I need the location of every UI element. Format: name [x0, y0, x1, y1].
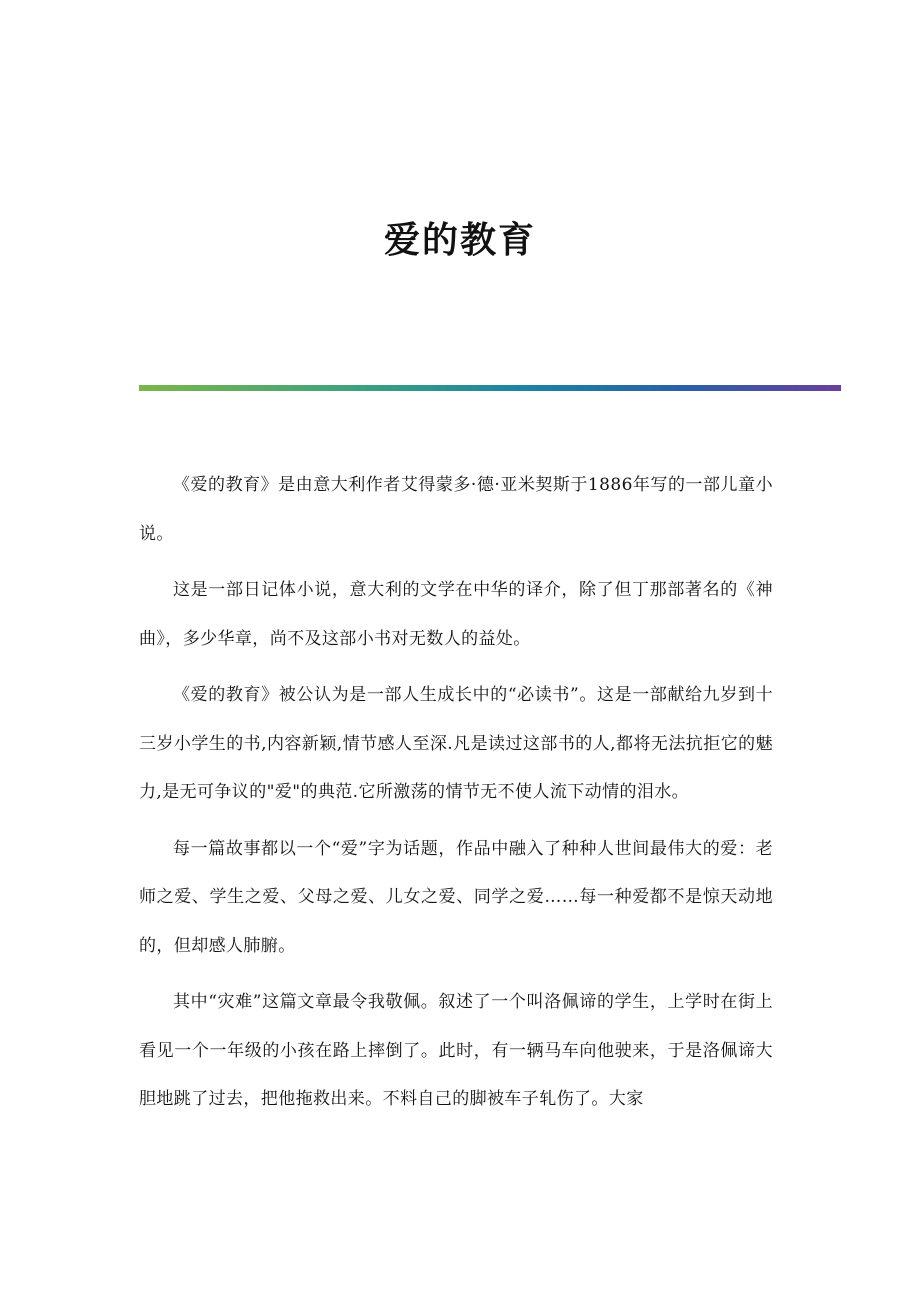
paragraph: 《爱的教育》是由意大利作者艾得蒙多·德·亚米契斯于1886年写的一部儿童小说。: [139, 475, 773, 544]
paragraph: 这是一部日记体小说，意大利的文学在中华的译介，除了但丁那部著名的《神曲》，多少华章，尚不及这部小书对无数人的益处。: [139, 580, 773, 649]
document-body: [139, 461, 773, 1132]
paragraph: 《爱的教育》被公认为是一部人生成长中的“必读书”。这是一部献给九岁到十三岁小学生的书,内容新颖,情节感人至深.凡是读过这部书的人,都将无法抗拒它的魅力,是无可争议的"爱"的典范.它所激荡的情节无不使人流下动情的泪水。: [139, 685, 773, 802]
paragraph: 其中“灾难”这篇文章最令我敬佩。叙述了一个叫洛佩谛的学生，上学时在街上看见一个一年级的小孩在路上摔倒了。此时，有一辆马车向他驶来，于是洛佩谛大胆地跳了过去，把他拖救出来。不料自己的脚被车子轧伤了。大家: [139, 992, 773, 1109]
gradient-divider: [139, 385, 841, 391]
document-title: 爱的教育: [383, 219, 536, 261]
paragraph: 每一篇故事都以一个“爱”字为话题，作品中融入了种种人世间最伟大的爱：老师之爱、学生之爱、父母之爱、儿女之爱、同学之爱……每一种爱都不是惊天动地的，但却感人肺腑。: [139, 838, 773, 956]
